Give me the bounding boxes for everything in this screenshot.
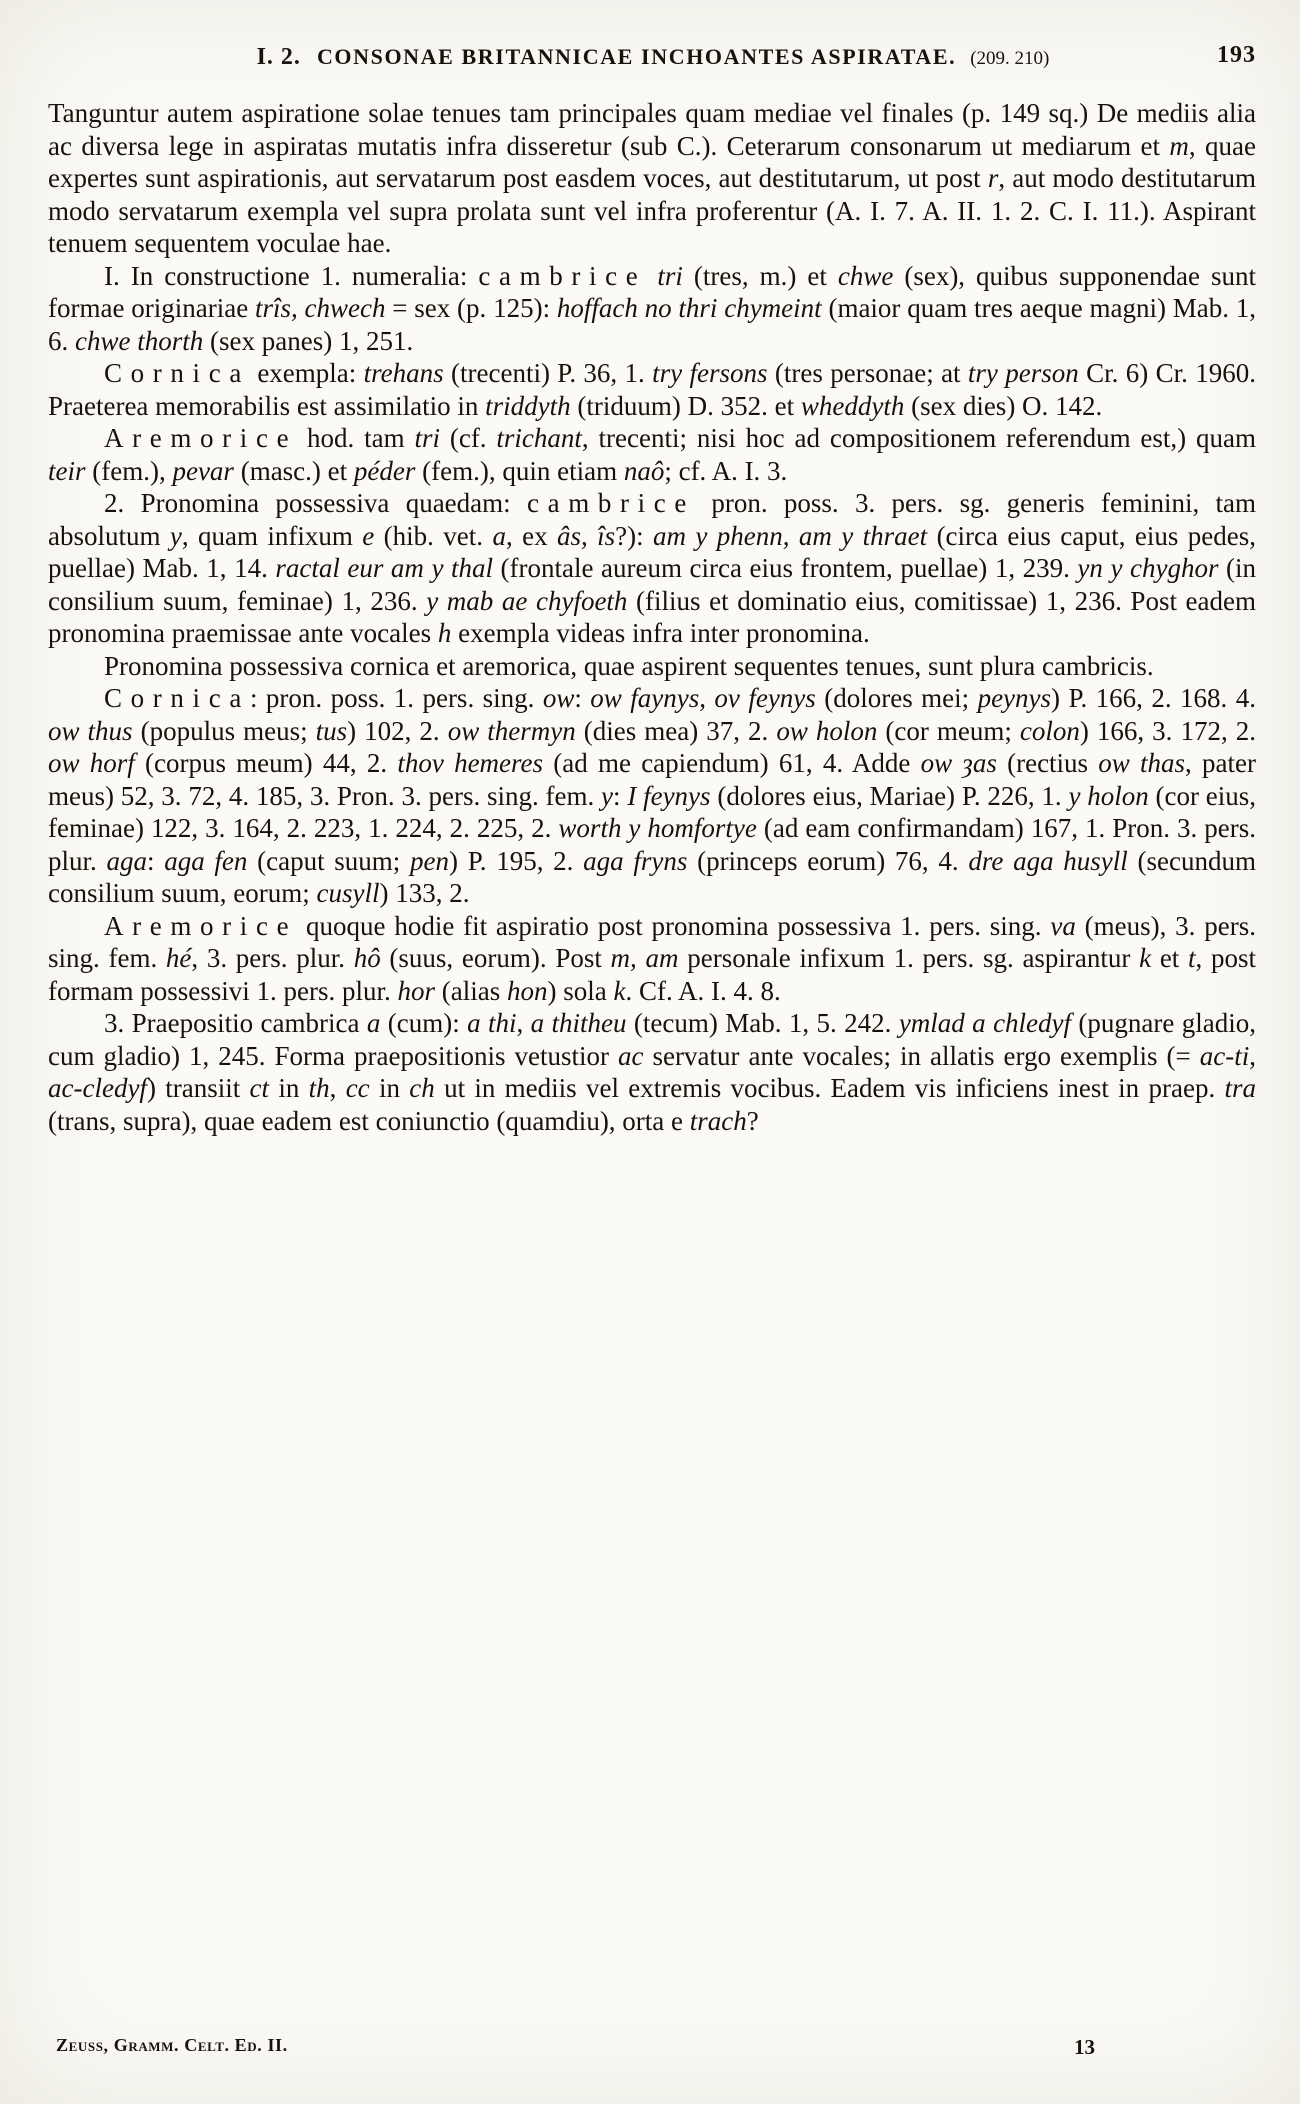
text-run: y [169, 520, 182, 551]
text-run: servatur ante vocales; in allatis ergo exemplis (= [643, 1040, 1200, 1071]
text-run: (tecum) Mab. 1, 5. 242. [626, 1008, 899, 1038]
text-run: ?): [615, 520, 654, 551]
text-run: . Cf. A. I. 4. 8. [625, 975, 781, 1006]
text-run: , quae expertes sunt aspirationis, aut servatarum post easdem voces, aut destitutarum, ut post [48, 130, 1256, 193]
text-run [646, 261, 657, 291]
text-run: ) P. 195, 2. [449, 845, 584, 876]
text-run: a thitheu [530, 1008, 627, 1038]
text-run: , pater meus) 52, 3. 72, 4. 185, 3. Pron. 3. pers. sing. fem. [48, 748, 1256, 811]
text-run: hon [506, 975, 548, 1006]
paragraph [48, 260, 1256, 358]
text-run: : [146, 845, 165, 876]
text-run: tra [1224, 1073, 1257, 1103]
text-run: Cr. 6) Cr. 1960. Praeterea memorabilis est assimilatio in [48, 358, 1256, 421]
text-run: cambrice [478, 260, 647, 291]
text-run: k [613, 975, 626, 1006]
text-run: trichant [496, 423, 582, 453]
text-run: ow thas [1098, 748, 1186, 778]
text-run: (pugnare gladio, cum gladio) 1, 245. Forma praepositionis vetustior [48, 1008, 1256, 1071]
text-run: hoffach no thri chymeint [556, 293, 822, 323]
text-run: , aut modo destitutarum modo servatarum exempla vel supra prolata sunt vel infra proferentur (A. I. 7. A. II. 1. 2. C. I. 11.). Aspirant tenuem sequentem voculae hae. [48, 163, 1256, 258]
text-run: m, am [610, 943, 679, 973]
text-run: y holon [1068, 780, 1149, 811]
text-run: , [516, 1008, 531, 1038]
text-run: , [1249, 1040, 1256, 1071]
text-run: (trecenti) P. 36, 1. [443, 358, 653, 388]
text-run: va [1050, 910, 1076, 941]
text-run: = sex (p. 125): [385, 293, 557, 323]
text-run: Tanguntur autem aspiratione solae tenues tam principales quam mediae vel finales (p. 149 sq.) De mediis alia ac diversa lege in aspiratas mutatis infra disseretur (sub C.). Ceterarum consonarum ut mediarum et [48, 98, 1256, 161]
text-run: tri [657, 260, 683, 291]
text-run: hor [397, 975, 435, 1006]
text-run: pen [410, 845, 449, 876]
text-run: (alias [435, 975, 507, 1006]
text-run: ) 102, 2. [347, 715, 448, 746]
text-run: in [269, 1073, 309, 1103]
text-run: : [574, 683, 591, 713]
section-number: I. 2. [256, 44, 301, 70]
text-run: trîs, chwech [254, 293, 386, 323]
text-run: thov hemeres [397, 748, 544, 778]
page-number: 193 [1217, 42, 1256, 68]
text-run: ow faynys, ov feynys [590, 683, 816, 713]
text-run: ymlad a chledyf [898, 1008, 1072, 1038]
text-run: ; cf. A. I. 3. [664, 455, 788, 486]
text-run: ) sola [547, 975, 614, 1006]
text-run: cc [345, 1073, 370, 1103]
text-run: chwe thorth [75, 325, 204, 356]
text-run: ? [746, 1105, 759, 1136]
text-run: (masc.) et [233, 455, 354, 486]
text-run: worth y homfortye [558, 813, 757, 843]
text-run: (suus, eorum). Post [380, 943, 611, 973]
text-run: (meus), 3. pers. sing. fem. [48, 910, 1256, 973]
text-run: m [1169, 130, 1189, 161]
text-run: I feynys [627, 780, 711, 811]
text-run: , trecenti; nisi hoc ad compositionem referendum est,) quam [581, 423, 1256, 453]
text-run: péder [353, 455, 416, 486]
running-head [256, 44, 1050, 70]
text-run: (fem.), [85, 455, 173, 486]
text-run: Pronomina possessiva cornica et aremorica, quae aspirent sequentes tenues, sunt plura cambricis. [104, 650, 1154, 681]
text-run: wheddyth [800, 390, 905, 421]
text-run: exempla: [249, 358, 364, 388]
text-run: (cor meum; [877, 715, 1020, 746]
text-run: am y phenn, am y thraet [653, 520, 928, 551]
paragraph [48, 650, 1256, 683]
text-run: (dies mea) 37, 2. [575, 715, 777, 746]
pages-reference: (209. 210) [970, 48, 1050, 69]
text-run: (circa eius caput, eius pedes, puellae) Mab. 1, 14. [48, 520, 1256, 583]
paragraph [48, 682, 1256, 910]
text-run: y [601, 780, 614, 811]
text-run: pevar [172, 455, 234, 486]
text-run: (in consilium suum, feminae) 1, 236. [48, 553, 1256, 616]
text-run: ow holon [776, 715, 878, 746]
text-run: (ad eam confirmandam) 167, 1. Pron. 3. pers. plur. [48, 813, 1257, 876]
text-run: ow horf [48, 748, 135, 778]
text-run: cambrice [526, 488, 696, 518]
text-run: (cf. [440, 423, 497, 453]
text-run: t [1188, 943, 1196, 973]
text-run: hod. tam [297, 423, 415, 453]
text-run: try person [967, 358, 1079, 388]
paragraph [48, 357, 1256, 422]
paragraph [48, 1007, 1256, 1137]
text-run: k [1139, 943, 1152, 973]
text-run: (ad me capiendum) 61, 4. Adde [543, 748, 921, 778]
text-run: (rectius [996, 748, 1099, 778]
text-run: ut in mediis vel extremis vocibus. Eadem vis inficiens inest in praep. [434, 1073, 1225, 1103]
text-run: Cornica [104, 358, 250, 388]
text-run: (sex dies) O. 142. [904, 390, 1103, 421]
text-run: (tres personae; at [767, 358, 968, 388]
text-run: trehans [363, 358, 444, 388]
text-run: (filius et dominatio eius, comitissae) 1, 236. Post eadem pronomina praemissae ante vocales [48, 585, 1257, 648]
text-run: ow thermyn [447, 715, 576, 746]
text-run: yn y chyghor [1077, 553, 1219, 583]
text-run: , post formam possessivi 1. pers. plur. [48, 943, 1256, 1006]
text-run: personale infixum 1. pers. sg. aspirantur [678, 943, 1140, 973]
text-run: colon [1019, 715, 1080, 746]
page-footer [56, 2035, 1256, 2075]
text-run: tus [315, 715, 348, 746]
text-run: (sex), quibus supponendae sunt formae originariae [48, 260, 1257, 323]
text-run: ow ȝas [920, 748, 997, 778]
text-run: (cor eius, feminae) 122, 3. 164, 2. 223, 1. 224, 2. 225, 2. [48, 780, 1256, 843]
text-run: Cornica [104, 683, 250, 713]
text-run: et [1151, 943, 1189, 973]
text-run: try fersons [652, 358, 768, 388]
text-run: Aremorice [104, 423, 298, 453]
text-run: (triduum) D. 352. et [570, 390, 801, 421]
body-text [48, 97, 1256, 1137]
text-run: , quam infixum [181, 520, 363, 551]
text-run: hô [353, 943, 381, 973]
text-run: ) 133, 2. [379, 878, 470, 908]
chapter-title: CONSONAE BRITANNICAE INCHOANTES ASPIRATAE. [316, 44, 957, 69]
text-run: a thi [467, 1008, 517, 1038]
footer-signature: Zeuss, Gramm. Celt. Ed. II. [56, 2035, 288, 2055]
text-run: aga fryns [583, 845, 688, 876]
text-run: 2. Pronomina possessiva quaedam: [104, 488, 527, 518]
text-run: tri [414, 423, 440, 453]
text-run: dre aga husyll [968, 845, 1128, 876]
text-run: (secundum consilium suum, eorum; [48, 845, 1256, 908]
text-run: , ex [505, 520, 557, 551]
text-run: (dolores mei; [815, 683, 978, 713]
paragraph [48, 97, 1256, 260]
text-run: triddyth [485, 390, 571, 421]
text-run: : pron. poss. 1. pers. sing. [249, 683, 543, 713]
text-run: (corpus meum) 44, 2. [134, 748, 398, 778]
text-run: ch [409, 1073, 435, 1103]
text-run: 3. Praepositio cambrica [104, 1008, 367, 1038]
text-run: aga [106, 845, 147, 876]
text-run: hé [165, 943, 192, 973]
text-run: cusyll [316, 878, 380, 908]
text-run: in [369, 1073, 410, 1103]
text-run: (dolores eius, Mariae) P. 226, 1. [710, 780, 1069, 811]
text-run: ) transiit [146, 1073, 250, 1103]
text-run: (cum): [380, 1008, 468, 1038]
paragraph [48, 910, 1256, 1008]
text-run: (frontale aureum circa eius frontem, puellae) 1, 239. [493, 553, 1078, 583]
paragraph [48, 487, 1256, 650]
text-run: , 3. pers. plur. [191, 943, 354, 973]
text-run: , [329, 1073, 346, 1103]
text-run: ) 166, 3. 172, 2. [1079, 715, 1256, 746]
text-run: y mab ae chyfoeth [426, 585, 628, 616]
text-run: (fem.), quin etiam [415, 455, 624, 486]
text-run: naô [623, 455, 665, 486]
text-run: pron. poss. 3. pers. sg. generis feminini, tam absolutum [48, 488, 1256, 551]
text-run: ow thus [48, 715, 133, 746]
text-run: peynys [977, 683, 1052, 713]
text-run: ac-cledyf [48, 1073, 147, 1103]
text-run: chwe [837, 260, 894, 291]
text-run: teir [48, 455, 86, 486]
text-run: : [613, 780, 628, 811]
text-run: I. In constructione 1. numeralia: [104, 260, 479, 291]
text-run: ractal eur am y thal [275, 553, 494, 583]
text-run: ac-ti [1199, 1040, 1250, 1071]
text-run: h [437, 618, 452, 648]
text-run: a [366, 1008, 381, 1038]
text-run: (caput suum; [247, 845, 411, 876]
text-run: (populus meus; [132, 715, 316, 746]
text-run: quoque hodie fit aspiratio post pronomina possessiva 1. pers. sing. [297, 910, 1051, 941]
text-run: exempla videas infra inter pronomina. [451, 618, 870, 648]
text-run: âs, îs [556, 520, 616, 551]
text-run: ow [542, 683, 575, 713]
sheet-number: 13 [1074, 2035, 1095, 2059]
text-run: (sex panes) 1, 251. [203, 325, 414, 356]
text-run: trach [689, 1105, 747, 1136]
text-run: (maior quam tres aeque magni) Mab. 1, 6. [48, 293, 1257, 356]
paragraph [48, 422, 1256, 487]
text-run: e [362, 520, 375, 551]
text-run: r [987, 163, 999, 193]
text-run: ct [249, 1073, 270, 1103]
text-run: (princeps eorum) 76, 4. [687, 845, 969, 876]
text-run: Aremorice [104, 910, 298, 941]
text-run: (tres, m.) et [682, 260, 838, 291]
page-header [50, 44, 1256, 71]
text-run: aga fen [164, 845, 248, 876]
text-run: ) P. 166, 2. 168. 4. [1051, 683, 1256, 713]
text-run: th [308, 1073, 330, 1103]
text-run: a [492, 520, 506, 551]
text-run: ac [618, 1040, 644, 1071]
text-run: (trans, supra), quae eadem est coniunctio (quamdiu), orta e [48, 1105, 690, 1136]
text-run: (hib. vet. [374, 520, 493, 551]
